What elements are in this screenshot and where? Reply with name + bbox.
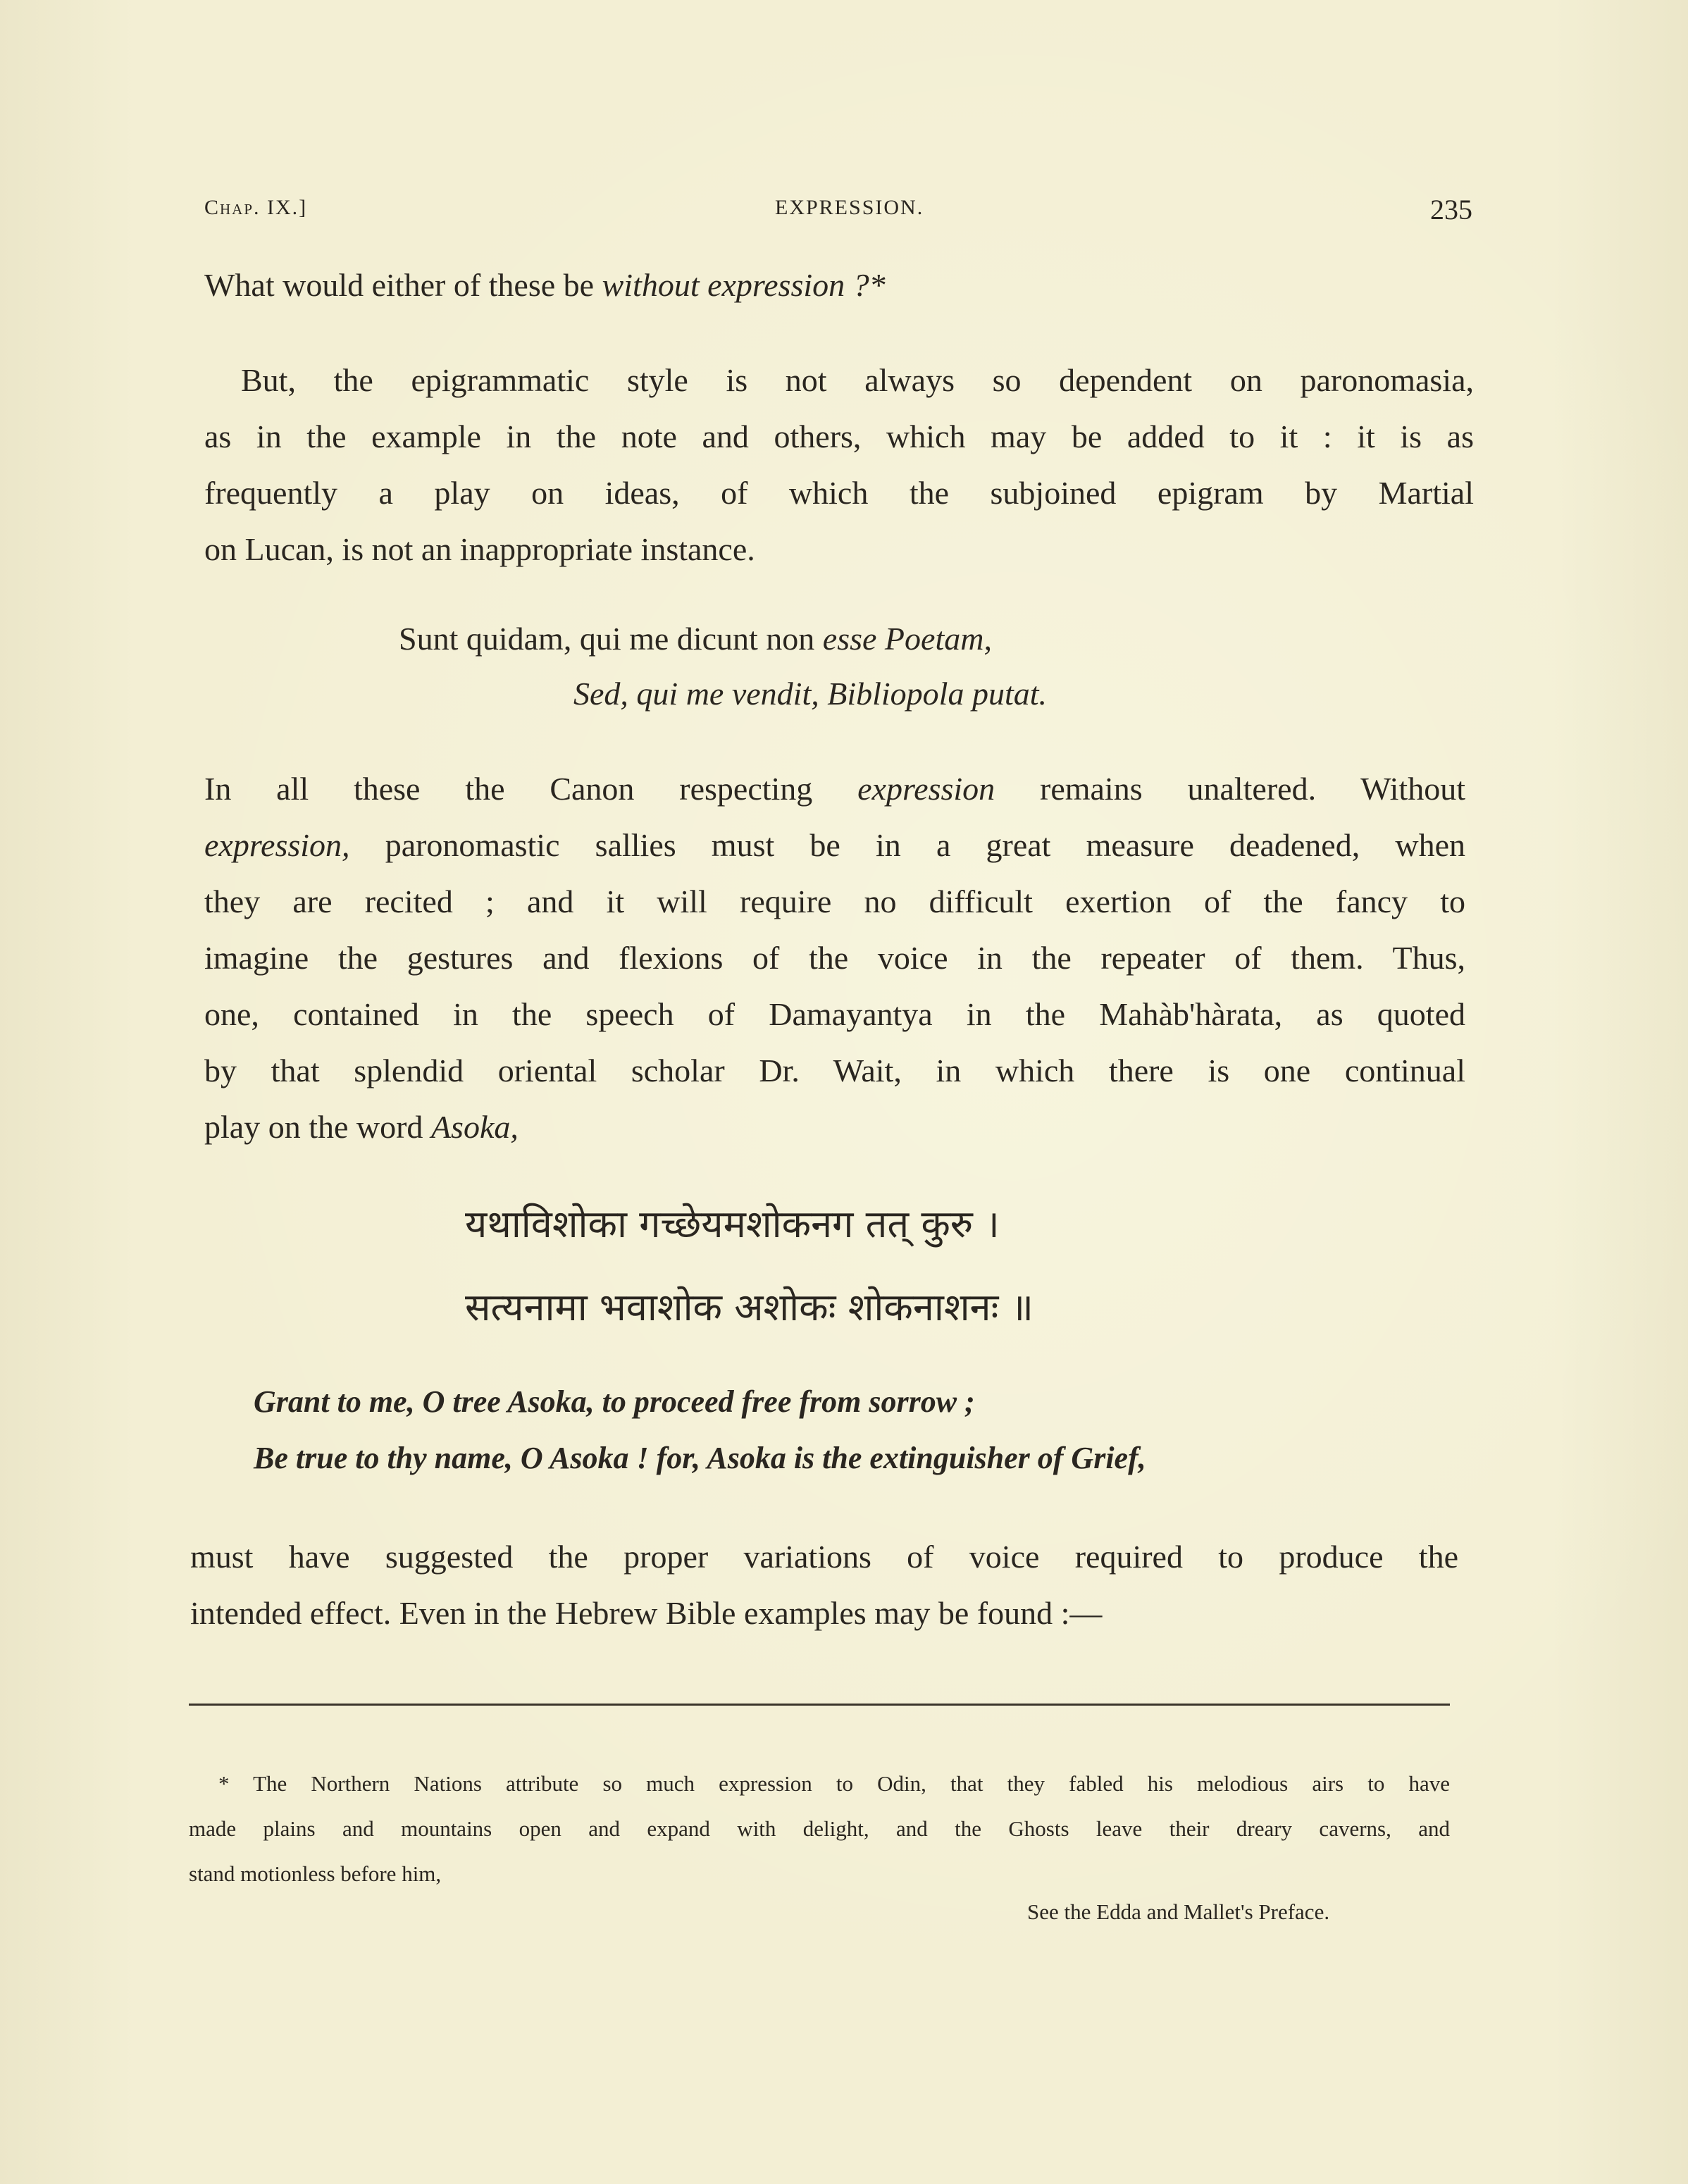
opening-line-emphasis: without expression ?* (602, 267, 886, 303)
paragraph-3 (190, 1529, 1458, 1642)
paragraph-2-line: they are recited ; and it will require no difficult exertion of the fancy to (204, 883, 1465, 919)
paragraph-3-line: intended effect. Even in the Hebrew Bible examples may be found :— (190, 1595, 1103, 1631)
paragraph-1 (204, 352, 1474, 578)
sanskrit-line-2: सत्यनामा भवाशोक अशोकः शोकनाशनः ॥ (465, 1285, 1034, 1329)
paragraph-3-line: must have suggested the proper variations of voice required to produce the (190, 1539, 1458, 1575)
opening-line (204, 266, 886, 304)
translation-line-2: Be true to thy name, O Asoka ! for, Asoka is the extinguisher of Grief, (254, 1441, 1146, 1475)
paragraph-2-line: one, contained in the speech of Damayantya in the Mahàb'hàrata, as quoted (204, 996, 1465, 1032)
epigram-line-1-plain: Sunt quidam, qui me dicunt non (399, 621, 823, 657)
paragraph-2-line (204, 1099, 1465, 1155)
sanskrit-line-1: यथाविशोका गच्छेयमशोकनग तत् कुरु । (465, 1202, 1000, 1246)
footnote (189, 1761, 1450, 1897)
paragraph-2-emphasis: expression, (204, 827, 350, 863)
paragraph-2-line (204, 761, 1465, 817)
paragraph-2-emphasis: expression (857, 771, 995, 807)
chapter-label: Chap. IX.] (204, 196, 308, 219)
paragraph-2-line (204, 817, 1465, 874)
footnote-line: * The Northern Nations attribute so much expression to Odin, that they fabled his melodious airs to have (218, 1771, 1450, 1796)
footnote-rule (189, 1704, 1450, 1706)
paragraph-2 (204, 761, 1465, 1155)
footnote-citation: See the Edda and Mallet's Preface. (1027, 1899, 1330, 1924)
paragraph-1-line: as in the example in the note and others, which may be added to it : it is as (204, 418, 1474, 454)
paragraph-2-text: play on the word (204, 1109, 431, 1145)
footnote-line: stand motionless before him, (189, 1861, 442, 1886)
footnote-line: made plains and mountains open and expand with delight, and the Ghosts leave their dreary caverns, and (189, 1816, 1450, 1841)
epigram-line-1 (399, 620, 992, 657)
translation-line-1: Grant to me, O tree Asoka, to proceed free from sorrow ; (254, 1384, 975, 1419)
opening-line-text: What would either of these be (204, 267, 602, 303)
paragraph-1-line: But, the epigrammatic style is not always so dependent on paronomasia, (241, 362, 1474, 398)
paragraph-2-line: by that splendid oriental scholar Dr. Wait, in which there is one continual (204, 1053, 1465, 1088)
paragraph-2-line: imagine the gestures and flexions of the voice in the repeater of them. Thus, (204, 940, 1465, 976)
epigram-line-1-italic: esse Poetam, (822, 621, 992, 657)
paragraph-2-text: In all these the Canon respecting (204, 771, 858, 807)
paragraph-1-line: frequently a play on ideas, of which the subjoined epigram by Martial (204, 475, 1474, 511)
paragraph-2-text: remains unaltered. Without (995, 771, 1465, 807)
paragraph-2-text: paronomastic sallies must be in a great measure deadened, when (349, 827, 1465, 863)
paragraph-1-line: on Lucan, is not an inappropriate instance. (204, 531, 755, 567)
paragraph-2-emphasis: Asoka, (430, 1109, 519, 1145)
epigram-line-2: Sed, qui me vendit, Bibliopola putat. (573, 676, 1048, 712)
running-title: EXPRESSION. (775, 196, 924, 219)
page-number: 235 (1430, 194, 1472, 225)
